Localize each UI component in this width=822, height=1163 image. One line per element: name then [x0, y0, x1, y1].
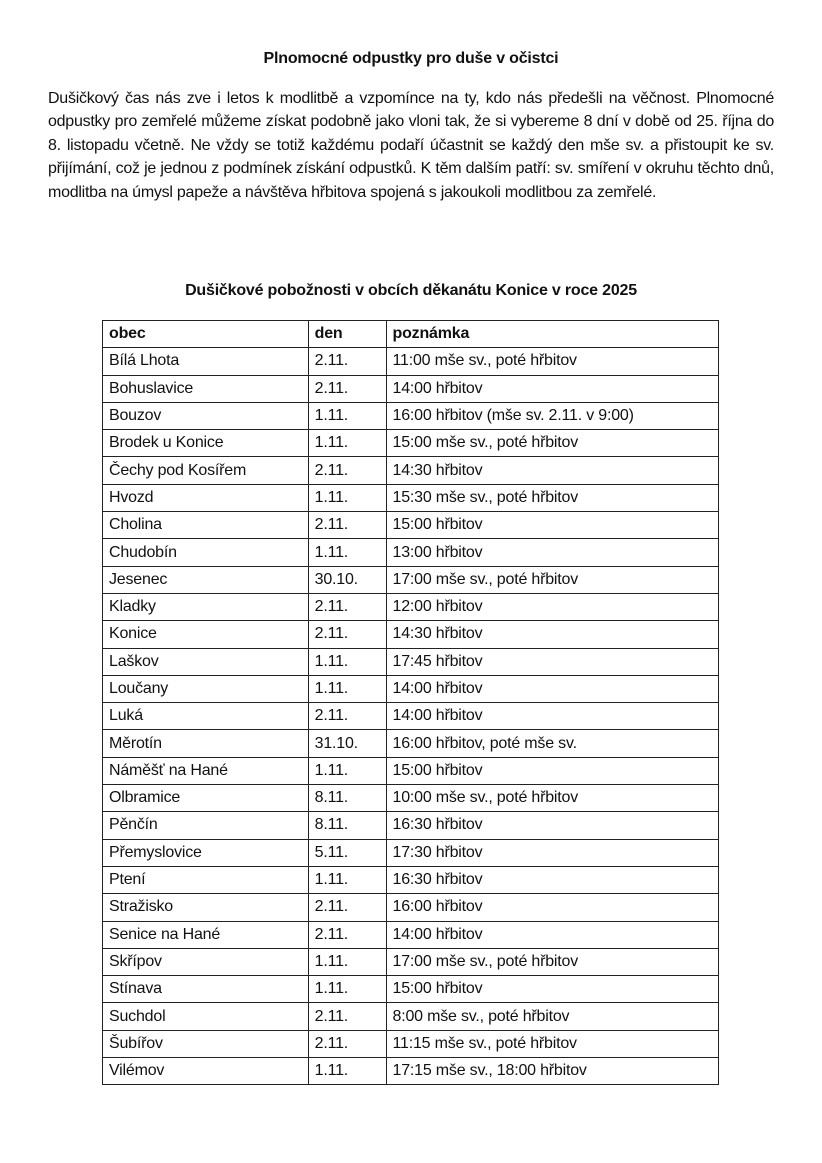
cell-den: 1.11. [308, 648, 386, 675]
cell-poznamka: 17:00 mše sv., poté hřbitov [386, 948, 719, 975]
table-row [103, 894, 719, 921]
cell-den: 1.11. [308, 430, 386, 457]
cell-den: 8.11. [308, 785, 386, 812]
table-row [103, 948, 719, 975]
cell-poznamka: 14:00 hřbitov [386, 703, 719, 730]
cell-obec: Vilémov [103, 1058, 309, 1085]
table-row [103, 402, 719, 429]
table-row [103, 593, 719, 620]
cell-obec: Přemyslovice [103, 839, 309, 866]
cell-obec: Hvozd [103, 484, 309, 511]
cell-poznamka: 14:00 hřbitov [386, 675, 719, 702]
cell-den: 2.11. [308, 1003, 386, 1030]
table-row [103, 539, 719, 566]
cell-den: 1.11. [308, 757, 386, 784]
cell-poznamka: 15:00 hřbitov [386, 512, 719, 539]
cell-den: 30.10. [308, 566, 386, 593]
cell-obec: Brodek u Konice [103, 430, 309, 457]
table-row [103, 430, 719, 457]
table-row [103, 648, 719, 675]
cell-obec: Šubířov [103, 1030, 309, 1057]
table-row [103, 348, 719, 375]
header-poznamka: poznámka [386, 321, 719, 348]
cell-poznamka: 14:00 hřbitov [386, 921, 719, 948]
table-row [103, 375, 719, 402]
cell-obec: Ptení [103, 866, 309, 893]
cell-den: 2.11. [308, 1030, 386, 1057]
header-obec: obec [103, 321, 309, 348]
cell-den: 1.11. [308, 402, 386, 429]
table-row [103, 730, 719, 757]
cell-poznamka: 14:30 hřbitov [386, 621, 719, 648]
cell-den: 2.11. [308, 703, 386, 730]
cell-den: 2.11. [308, 593, 386, 620]
cell-den: 1.11. [308, 484, 386, 511]
cell-obec: Laškov [103, 648, 309, 675]
table-row [103, 1003, 719, 1030]
cell-den: 1.11. [308, 1058, 386, 1085]
cell-obec: Luká [103, 703, 309, 730]
cell-obec: Stínava [103, 976, 309, 1003]
cell-den: 2.11. [308, 921, 386, 948]
cell-obec: Chudobín [103, 539, 309, 566]
cell-obec: Bohuslavice [103, 375, 309, 402]
cell-den: 2.11. [308, 348, 386, 375]
cell-obec: Čechy pod Kosířem [103, 457, 309, 484]
cell-poznamka: 16:00 hřbitov [386, 894, 719, 921]
table-row [103, 512, 719, 539]
document-title: Plnomocné odpustky pro duše v očistci [263, 50, 559, 67]
cell-poznamka: 8:00 mše sv., poté hřbitov [386, 1003, 719, 1030]
cell-obec: Pěnčín [103, 812, 309, 839]
cell-obec: Bouzov [103, 402, 309, 429]
cell-poznamka: 15:00 hřbitov [386, 757, 719, 784]
cell-den: 1.11. [308, 976, 386, 1003]
schedule-table [102, 320, 719, 1085]
intro-paragraph: Dušičkový čas nás zve i letos k modlitbě a vzpomínce na ty, kdo nás předešli na věčnost. Plnomocné odpustky pro zemřelé můžeme získat podobně jako vloni tak, že si vybereme 8 dní v době od 25. října do 8. listopadu včetně. Ne vždy se totiž každému podaří účastnit se každý den mše sv. a přistoupit ke sv. přijímání, což je jednou z podmínek získání odpustků. K těm dalším patří: sv. smíření v okruhu těchto dnů, modlitba na úmysl papeže a návštěva hřbitova spojená s jakoukoli modlitbou za zemřelé. [48, 90, 774, 201]
cell-poznamka: 15:00 mše sv., poté hřbitov [386, 430, 719, 457]
cell-obec: Bílá Lhota [103, 348, 309, 375]
cell-obec: Cholina [103, 512, 309, 539]
cell-obec: Senice na Hané [103, 921, 309, 948]
table-row [103, 1058, 719, 1085]
table-row [103, 757, 719, 784]
cell-den: 5.11. [308, 839, 386, 866]
cell-poznamka: 17:00 mše sv., poté hřbitov [386, 566, 719, 593]
cell-den: 2.11. [308, 621, 386, 648]
cell-den: 2.11. [308, 457, 386, 484]
cell-den: 31.10. [308, 730, 386, 757]
cell-obec: Suchdol [103, 1003, 309, 1030]
cell-den: 8.11. [308, 812, 386, 839]
cell-poznamka: 13:00 hřbitov [386, 539, 719, 566]
cell-poznamka: 17:15 mše sv., 18:00 hřbitov [386, 1058, 719, 1085]
table-row [103, 484, 719, 511]
cell-poznamka: 16:00 hřbitov, poté mše sv. [386, 730, 719, 757]
cell-den: 1.11. [308, 948, 386, 975]
cell-poznamka: 16:00 hřbitov (mše sv. 2.11. v 9:00) [386, 402, 719, 429]
header-den: den [308, 321, 386, 348]
table-row [103, 976, 719, 1003]
cell-poznamka: 15:00 hřbitov [386, 976, 719, 1003]
cell-den: 2.11. [308, 894, 386, 921]
table-row [103, 675, 719, 702]
table-row [103, 566, 719, 593]
cell-poznamka: 17:30 hřbitov [386, 839, 719, 866]
table-row [103, 839, 719, 866]
cell-poznamka: 14:30 hřbitov [386, 457, 719, 484]
cell-poznamka: 16:30 hřbitov [386, 812, 719, 839]
cell-poznamka: 10:00 mše sv., poté hřbitov [386, 785, 719, 812]
table-row [103, 812, 719, 839]
table-header-row [103, 321, 719, 348]
cell-den: 2.11. [308, 375, 386, 402]
cell-poznamka: 17:45 hřbitov [386, 648, 719, 675]
cell-den: 1.11. [308, 675, 386, 702]
table-row [103, 1030, 719, 1057]
cell-den: 1.11. [308, 539, 386, 566]
cell-poznamka: 12:00 hřbitov [386, 593, 719, 620]
cell-obec: Loučany [103, 675, 309, 702]
table-title: Dušičkové pobožnosti v obcích děkanátu Konice v roce 2025 [185, 282, 637, 299]
cell-obec: Jesenec [103, 566, 309, 593]
cell-poznamka: 11:00 mše sv., poté hřbitov [386, 348, 719, 375]
cell-poznamka: 16:30 hřbitov [386, 866, 719, 893]
cell-den: 1.11. [308, 866, 386, 893]
cell-poznamka: 11:15 mše sv., poté hřbitov [386, 1030, 719, 1057]
cell-poznamka: 15:30 mše sv., poté hřbitov [386, 484, 719, 511]
table-row [103, 921, 719, 948]
table-row [103, 703, 719, 730]
table-row [103, 457, 719, 484]
cell-obec: Konice [103, 621, 309, 648]
cell-obec: Skřípov [103, 948, 309, 975]
table-row [103, 785, 719, 812]
cell-den: 2.11. [308, 512, 386, 539]
cell-obec: Měrotín [103, 730, 309, 757]
cell-obec: Náměšť na Hané [103, 757, 309, 784]
cell-poznamka: 14:00 hřbitov [386, 375, 719, 402]
table-row [103, 621, 719, 648]
cell-obec: Olbramice [103, 785, 309, 812]
cell-obec: Kladky [103, 593, 309, 620]
cell-obec: Stražisko [103, 894, 309, 921]
table-row [103, 866, 719, 893]
